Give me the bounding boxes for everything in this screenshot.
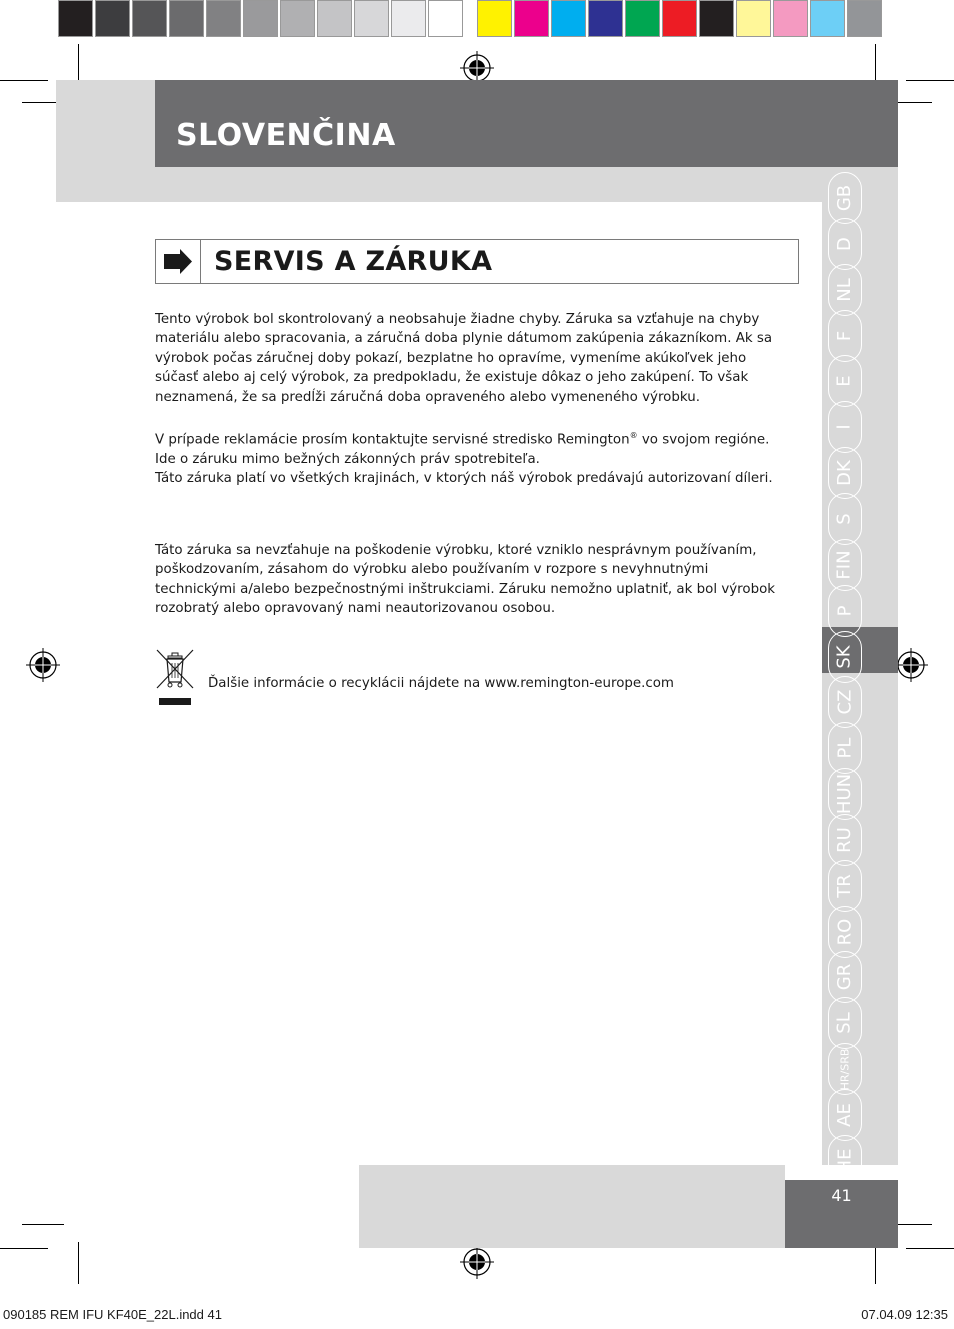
color-swatch [773, 0, 808, 37]
language-tab-s[interactable] [828, 493, 862, 545]
section-heading [155, 239, 799, 284]
crop-mark [906, 1248, 954, 1249]
language-tab-d[interactable] [828, 218, 862, 270]
arrow-right-icon [156, 240, 200, 283]
language-tab-label: RU [834, 827, 855, 853]
left-gray-panel [56, 80, 155, 202]
color-swatch [317, 0, 352, 37]
color-calibration-bar [58, 0, 882, 38]
color-swatch [551, 0, 586, 37]
color-swatch [95, 0, 130, 37]
color-swatch [169, 0, 204, 37]
contact-text: V prípade reklamácie prosím kontaktujte servisné stredisko Remington [155, 432, 630, 448]
color-swatch [428, 0, 463, 37]
paragraph-text: Táto záruka sa nevzťahuje na poškodenie výrobku, ktoré vzniklo nesprávnym používaním, poškodzovaním, zásahom do výrobku alebo používaním v rozpore s nevyhnutnými technickými a/alebo bezpečnostnými inštrukciami. Záruku nemožno uplatniť, ak bol výrobok rozobratý alebo opravovaný nami neautorizovanou osobou. [155, 543, 776, 617]
crop-mark [22, 1224, 64, 1225]
language-tab-sk[interactable] [828, 631, 862, 683]
language-tab-ae[interactable] [828, 1089, 862, 1141]
color-swatch [810, 0, 845, 37]
crop-mark [0, 1248, 48, 1249]
language-tab-label: HE [833, 1148, 855, 1174]
paragraph-text: Ide o záruku mimo bežných zákonných práv spotrebiteľa. [155, 451, 540, 467]
language-tab-label: NL [834, 277, 855, 302]
language-tab-label: D [834, 236, 855, 251]
registered-mark: ® [629, 431, 638, 440]
warranty-paragraph-2 [155, 426, 780, 489]
language-tab-fin[interactable] [828, 539, 862, 591]
page-number-box [785, 1180, 898, 1248]
color-swatch [206, 0, 241, 37]
language-tab-p[interactable] [828, 585, 862, 637]
crop-mark [0, 80, 48, 81]
language-tab-label: I [834, 424, 855, 430]
paragraph-text [155, 426, 780, 450]
warranty-paragraph-1 [155, 310, 780, 407]
language-tab-gb[interactable] [828, 172, 862, 224]
language-tab-gr[interactable] [828, 951, 862, 1003]
recycling-info: Ďalšie informácie o recyklácii nájdete na www.remington-europe.com [208, 676, 674, 691]
weee-crossed-bin-icon [155, 648, 195, 706]
language-tab-ru[interactable] [828, 814, 862, 866]
language-tab-label: GB [833, 184, 855, 212]
crop-mark [78, 1242, 79, 1284]
footer-gray-band [359, 1165, 785, 1248]
paragraph-text: Táto záruka platí vo všetkých krajinách, v ktorých náš výrobok predávajú autorizovaní díleri. [155, 471, 773, 487]
language-tab-cz[interactable] [828, 676, 862, 728]
language-tab-hun[interactable] [828, 768, 862, 820]
language-tab-label: DK [833, 460, 855, 486]
contact-text-end: vo svojom regióne. [637, 432, 770, 448]
color-swatch [847, 0, 882, 37]
header-underband [155, 167, 898, 202]
registration-mark-icon [894, 648, 928, 682]
color-swatch [662, 0, 697, 37]
language-tab-label: E [834, 375, 855, 388]
language-tab-label: AE [834, 1103, 855, 1127]
color-swatch [477, 0, 512, 37]
language-tab-tr[interactable] [828, 860, 862, 912]
language-tab-label: SK [833, 644, 855, 669]
language-tab-ro[interactable] [828, 906, 862, 958]
color-swatch [736, 0, 771, 37]
warranty-paragraph-3 [155, 541, 780, 619]
language-tab-label: HR/SRB [838, 1048, 852, 1091]
language-tab-label: GR [834, 964, 855, 991]
language-tab-label: SL [834, 1012, 855, 1035]
color-swatch [391, 0, 426, 37]
print-file-info: 090185 REM IFU KF40E_22L.indd 41 [3, 1307, 222, 1322]
language-tab-label: F [833, 330, 855, 341]
language-tab-hr-srb[interactable] [828, 1043, 862, 1095]
color-swatch [625, 0, 660, 37]
color-swatch [132, 0, 167, 37]
language-tab-label: S [834, 513, 855, 525]
color-swatch [354, 0, 389, 37]
swatch-gap [465, 0, 475, 38]
language-tab-label: CZ [834, 689, 855, 715]
registration-mark-icon [26, 648, 60, 682]
color-swatch [58, 0, 93, 37]
language-tab-label: HUN [834, 773, 855, 815]
language-tab-sl[interactable] [828, 997, 862, 1049]
color-swatch [588, 0, 623, 37]
color-swatch [280, 0, 315, 37]
page-number: 41 [831, 1186, 852, 1205]
print-date-time: 07.04.09 12:35 [861, 1307, 948, 1322]
color-swatch [699, 0, 734, 37]
section-title: SERVIS A ZÁRUKA [214, 246, 493, 277]
section-icon-box [156, 240, 201, 283]
crop-mark [906, 80, 954, 81]
paragraph-text: Tento výrobok bol skontrolovaný a neobsahuje žiadne chyby. Záruka sa vzťahuje na chyby materiálu alebo spracovania, a záručná doba plynie dátumom zakúpenia zákazníkom. Ak sa výrobok počas záručnej doby pokazí, bezplatne ho opravíme, vymeníme akúkoľvek jeho súčasť alebo aj celý výrobok, za predpokladu, že existuje dôkaz o jeho zakúpení. To však neznamená, že sa predĺži záručná doba opraveného alebo vymeneného výrobku. [155, 312, 773, 405]
language-title: SLOVENČINA [176, 118, 396, 153]
color-swatch [243, 0, 278, 37]
language-tab-nl[interactable] [828, 264, 862, 316]
language-tab-f[interactable] [828, 310, 862, 362]
language-tab-label: P [833, 605, 855, 617]
language-tab-i[interactable] [828, 401, 862, 453]
crop-mark [875, 1242, 876, 1284]
registration-mark-icon [460, 1245, 494, 1279]
color-swatch [514, 0, 549, 37]
language-tab-label: RO [834, 918, 855, 945]
language-tab-label: PL [833, 737, 855, 759]
language-tab-pl[interactable] [828, 722, 862, 774]
language-tab-dk[interactable] [828, 447, 862, 499]
language-tab-label: TR [833, 873, 855, 898]
language-tab-label: FIN [833, 550, 855, 580]
language-tab-e[interactable] [828, 355, 862, 407]
